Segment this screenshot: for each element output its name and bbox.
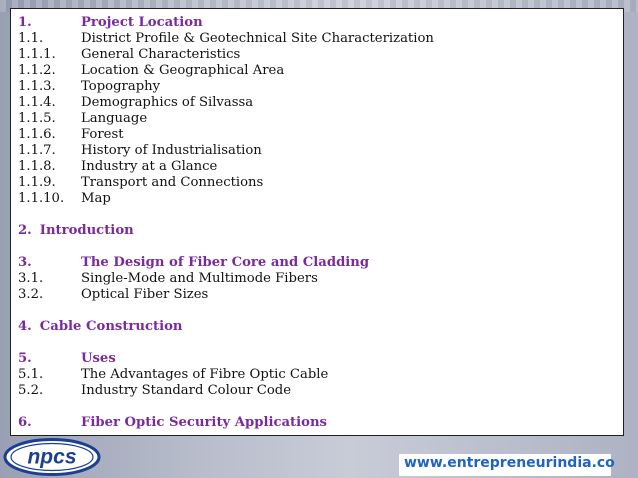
toc-number: 1.1.5. xyxy=(18,111,56,126)
toc-entry-1-1-7 xyxy=(18,143,618,159)
toc-title: Single-Mode and Multimode Fibers xyxy=(81,271,318,286)
logo-text: npcs xyxy=(27,445,77,469)
website-badge xyxy=(399,454,615,476)
toc-title: Uses xyxy=(81,351,116,366)
spacer xyxy=(18,335,618,351)
toc-title: General Characteristics xyxy=(81,47,241,62)
toc-number: 3.2. xyxy=(18,287,44,302)
table-of-contents xyxy=(18,15,618,431)
toc-title: Language xyxy=(81,111,148,126)
toc-title: Topography xyxy=(81,79,161,94)
toc-entry-1-1-2 xyxy=(18,63,618,79)
contents-panel xyxy=(10,8,624,436)
toc-number: 2. xyxy=(18,223,32,238)
spacer xyxy=(18,239,618,255)
toc-entry-1-1-8 xyxy=(18,159,618,175)
toc-number: 3.1. xyxy=(18,271,44,286)
toc-number: 1.1.10. xyxy=(18,191,65,206)
toc-number: 5.1. xyxy=(18,367,44,382)
toc-entry-1 xyxy=(18,15,618,31)
slide-footer xyxy=(0,436,638,478)
spacer xyxy=(18,399,618,415)
toc-number: 6. xyxy=(18,415,32,430)
toc-title: District Profile & Geotechnical Site Characterization xyxy=(81,31,434,46)
toc-title: Introduction xyxy=(39,223,134,238)
toc-entry-1-1 xyxy=(18,31,618,47)
toc-entry-5 xyxy=(18,351,618,367)
toc-number: 1.1.9. xyxy=(18,175,56,190)
toc-entry-6 xyxy=(18,415,618,431)
toc-number: 3. xyxy=(18,255,32,270)
toc-number: 1.1.3. xyxy=(18,79,56,94)
toc-title: Map xyxy=(81,191,111,206)
toc-title: The Advantages of Fibre Optic Cable xyxy=(81,367,329,382)
toc-title: Location & Geographical Area xyxy=(81,63,285,78)
toc-title: Project Location xyxy=(81,15,203,30)
toc-title: Optical Fiber Sizes xyxy=(81,287,209,302)
toc-number: 1.1.4. xyxy=(18,95,56,110)
toc-number: 4. xyxy=(18,319,32,334)
toc-title: Demographics of Silvassa xyxy=(81,95,254,110)
toc-number: 1.1.6. xyxy=(18,127,56,142)
toc-title: Cable Construction xyxy=(39,319,183,334)
toc-number: 1.1.7. xyxy=(18,143,56,158)
toc-entry-3-2 xyxy=(18,287,618,303)
toc-title: Industry at a Glance xyxy=(81,159,218,174)
toc-title: History of Industrialisation xyxy=(81,143,262,158)
toc-number: 5.2. xyxy=(18,383,44,398)
toc-entry-1-1-1 xyxy=(18,47,618,63)
toc-title: Fiber Optic Security Applications xyxy=(81,415,327,430)
toc-number: 1. xyxy=(18,15,32,30)
toc-number: 5. xyxy=(18,351,32,366)
toc-title: The Design of Fiber Core and Cladding xyxy=(81,255,370,270)
toc-entry-1-1-4 xyxy=(18,95,618,111)
toc-entry-3 xyxy=(18,255,618,271)
toc-entry-1-1-9 xyxy=(18,175,618,191)
toc-entry-1-1-10 xyxy=(18,191,618,207)
website-link[interactable]: www.entrepreneurindia.co xyxy=(404,455,615,471)
toc-number: 1.1.8. xyxy=(18,159,56,174)
spacer xyxy=(18,207,618,223)
toc-title: Industry Standard Colour Code xyxy=(81,383,292,398)
toc-number: 1.1.1. xyxy=(18,47,56,62)
toc-entry-1-1-6 xyxy=(18,127,618,143)
spacer xyxy=(18,303,618,319)
toc-title: Transport and Connections xyxy=(81,175,264,190)
toc-number: 1.1.2. xyxy=(18,63,56,78)
toc-entry-5-2 xyxy=(18,383,618,399)
npcs-logo-icon xyxy=(2,437,102,477)
toc-entry-2 xyxy=(18,223,618,239)
toc-entry-4 xyxy=(18,319,618,335)
toc-entry-5-1 xyxy=(18,367,618,383)
toc-entry-3-1 xyxy=(18,271,618,287)
toc-title: Forest xyxy=(81,127,124,142)
toc-entry-1-1-3 xyxy=(18,79,618,95)
toc-number: 1.1. xyxy=(18,31,44,46)
toc-entry-1-1-5 xyxy=(18,111,618,127)
